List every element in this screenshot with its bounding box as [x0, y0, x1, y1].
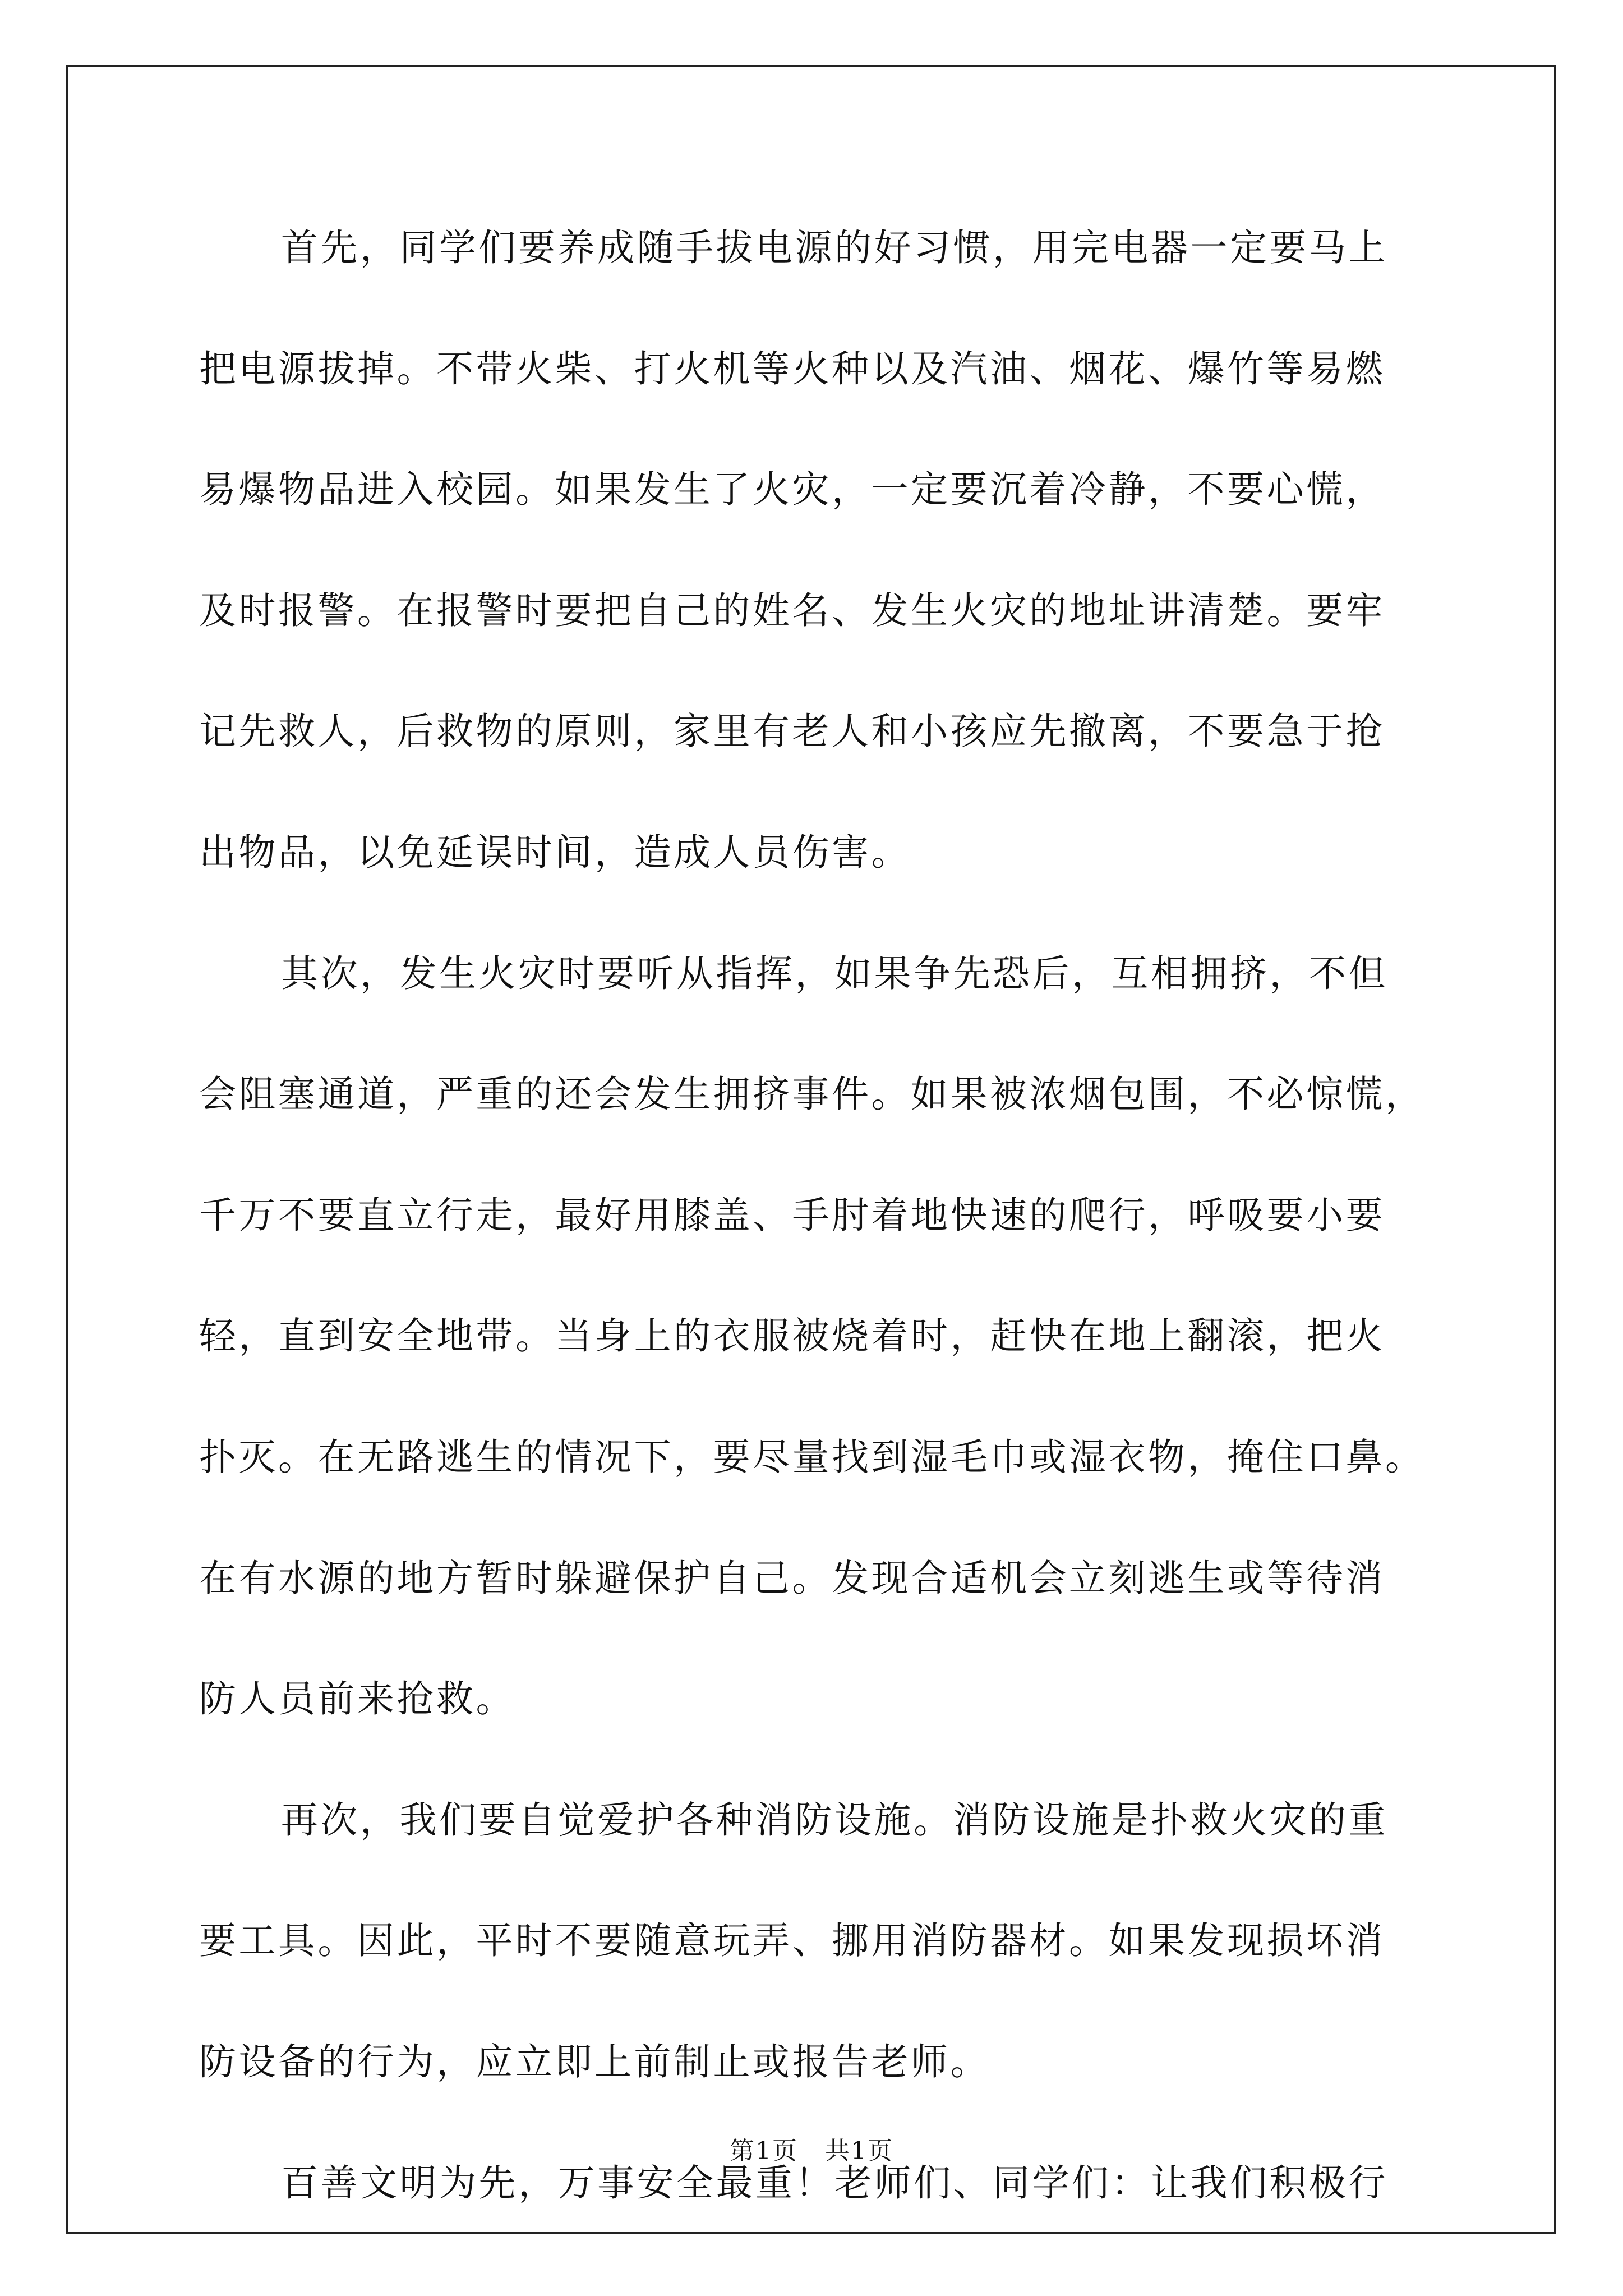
paragraph-1-line-2: 把电源拔掉。不带火柴、打火机等火种以及汽油、烟花、爆竹等易燃: [199, 347, 1385, 390]
paragraph-4-line-1: 百善文明为先，万事安全最重！老师们、同学们：让我们积极行: [281, 2161, 1388, 2205]
document-body: [199, 203, 1431, 2259]
paragraph-2-line-2: 会阻塞通道，严重的还会发生拥挤事件。如果被浓烟包围，不必惊慌，: [199, 1073, 1425, 1116]
paragraph-3-line-2: 要工具。因此，平时不要随意玩弄、挪用消防器材。如果发现损坏消: [199, 1919, 1385, 1963]
paragraph-2-line-3: 千万不要直立行走，最好用膝盖、手肘着地快速的爬行，呼吸要小要: [199, 1193, 1385, 1237]
paragraph-1-line-5: 记先救人，后救物的原则，家里有老人和小孩应先撤离，不要急于抢: [199, 710, 1385, 753]
paragraph-2-line-4: 轻，直到安全地带。当身上的衣服被烧着时，赶快在地上翻滚，把火: [199, 1314, 1385, 1358]
paragraph-1-line-3: 易爆物品进入校园。如果发生了火灾，一定要沉着冷静，不要心慌，: [199, 468, 1385, 512]
paragraph-1-line-4: 及时报警。在报警时要把自己的姓名、发生火灾的地址讲清楚。要牢: [199, 588, 1385, 632]
paragraph-2-line-6: 在有水源的地方暂时躲避保护自己。发现合适机会立刻逃生或等待消: [199, 1556, 1385, 1600]
paragraph-3-line-3: 防设备的行为，应立即上前制止或报告老师。: [199, 2040, 990, 2083]
paragraph-2-line-7: 防人员前来抢救。: [199, 1677, 515, 1721]
paragraph-1-line-6: 出物品，以免延误时间，造成人员伤害。: [199, 830, 911, 874]
paragraph-2-line-5: 扑灭。在无路逃生的情况下，要尽量找到湿毛巾或湿衣物，掩住口鼻。: [199, 1435, 1425, 1479]
paragraph-3-line-1: 再次，我们要自觉爱护各种消防设施。消防设施是扑救火灾的重: [281, 1798, 1388, 1842]
page-number-footer: 第1页 共1页: [730, 2137, 893, 2165]
paragraph-1-line-1: 首先，同学们要养成随手拔电源的好习惯，用完电器一定要马上: [281, 226, 1388, 269]
paragraph-2-line-1: 其次，发生火灾时要听从指挥，如果争先恐后，互相拥挤，不但: [281, 951, 1388, 995]
